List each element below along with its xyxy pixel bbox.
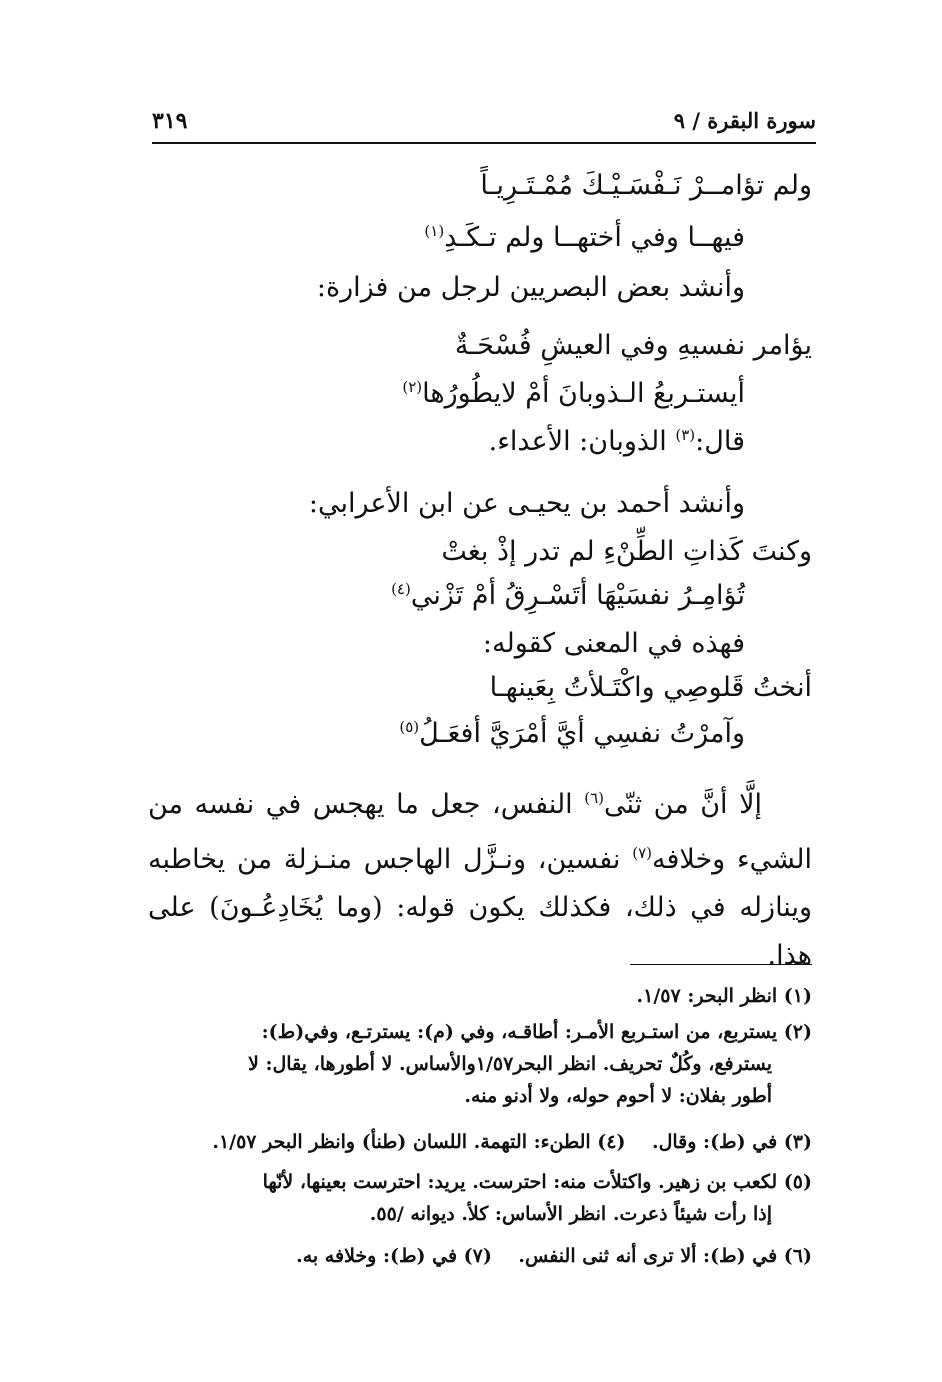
page-header [152,108,816,144]
footnote-marker: (٦) [584,789,604,807]
verse-line: ولم تؤامــرْ نَـفْسَـيْـكَ مُمْـتَـرِيـاً [480,170,812,201]
verse-line: أنختُ قَلوصِي واكْتَـلأتُ بِعَينهـا [489,672,812,703]
text-line: فهذه في المعنى كقوله: [482,628,745,659]
verse-line: تُؤامِـرُ نفسَيْهَا أتَسْـرِقُ أمْ تَزْني$^{(٤)}$ [391,580,745,611]
verse-line: وكنتَ كَذاتِ الطِّنْءِ لم تدر إذْ بغتْ [441,536,812,567]
footnote-marker: (٤) [391,580,411,598]
prose-paragraph: إلَّا أنَّ من ثنّى$^{(٦)}$ النفس، جعل ما يهجس في نفسه من الشيء وخلافه$^{(٧)}$ نفسين، ونـزَّل الهاجس منـزلة من يخاطبه وينازله في ذلك، فكذلك يكون قوله: (وما يُخَادِعُـونَ) على هذا. [148,789,812,971]
surah-title: سورة البقرة / ٩ [673,108,816,133]
verse-line: وآمرْتُ نفسِي أيَّ أمْرَيَّ أفعَـلُ$^{(٥)}$ [399,718,745,749]
footnote-marker: (١) [424,222,445,240]
footnote-marker: (٢) [402,378,423,396]
text-line: وأنشد بعض البصريين لرجل من فزارة: [316,272,745,303]
verse-line: يؤامر نفسيهِ وفي العيشِ فُسْحَـةٌ [454,330,812,361]
footnote-marker: (٧) [632,844,652,862]
footnote-marker: (٥) [399,718,420,736]
footnote: (٥) لكعب بن زهير. واكتلأت منه: احترست. يريد: احترست بعينها، لأنّها إذا رأت شيئاً ذعرت. انظر الأساس: كلأ. ديوانه /٥٥. [262,1171,812,1225]
footnote-marker: (٣) [675,426,696,444]
page-number: ٣١٩ [152,108,188,134]
text-line: قال:$^{(٣)}$ الذوبان: الأعداء. [488,426,745,457]
footnote: (٦) في (ط): ألا ترى أنه ثنى النفس. (٧) في (ط): وخلافه به. [296,1245,812,1267]
text-line: وأنشد أحمد بن يحيـى عن ابن الأعرابي: [308,488,745,519]
footnote-separator [630,964,812,965]
footnote: (٢) يستربع، من استـربع الأمـر: أطاقـه، وفي (م): يسترتـع، وفي(ط): يسترفع، وكُلٌ تحريف. انظر البحر١/٥٧والأساس. لا أطورها، يقال: لا أطور بفلان: لا أحوم حوله، ولا أدنو منه. [248,1021,812,1107]
footnote: (١) انظر البحر: ١/٥٧. [636,985,812,1007]
footnote: (٣) في (ط): وقال. (٤) الطنء: التهمة. اللسان (طنأ) وانظر البحر ١/٥٧. [212,1131,812,1153]
verse-line: أيستـربعُ الـذوبانَ أمْ لايطُورُها$^{(٢)}$ [402,378,745,409]
verse-line: فيهــا وفي أختهــا ولم تـكَـدِ$^{(١)}$ [424,222,745,253]
